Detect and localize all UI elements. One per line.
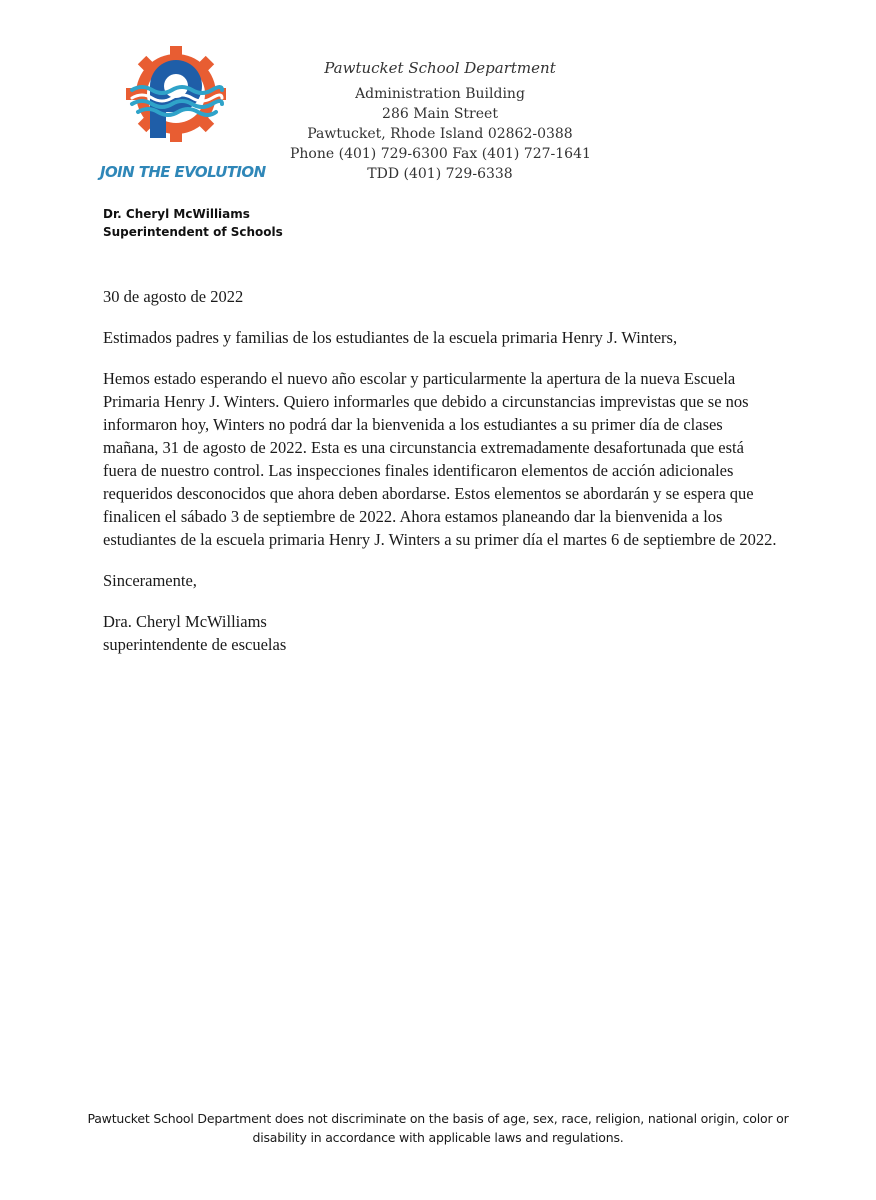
school-department-logo [126, 46, 226, 142]
signature-name: Dra. Cheryl McWilliams [103, 612, 267, 631]
letter-date: 30 de agosto de 2022 [103, 287, 244, 306]
letterhead-address [290, 58, 590, 184]
city-state-zip: Pawtucket, Rhode Island 02862-0388 [307, 126, 573, 142]
superintendent-name: Dr. Cheryl McWilliams [103, 207, 250, 221]
letter-content [103, 285, 779, 674]
organization-name: Pawtucket School Department [324, 59, 556, 77]
non-discrimination-notice: Pawtucket School Department does not discriminate on the basis of age, sex, race, religion, national origin, color or disability in accordance with applicable laws and regulations. [87, 1111, 789, 1145]
phone-fax: Phone (401) 729-6300 Fax (401) 727-1641 [290, 146, 591, 162]
tdd-number: TDD (401) 729-6338 [367, 166, 513, 182]
signature-block [103, 610, 779, 656]
logo-tagline: JOIN THE EVOLUTION [100, 163, 266, 181]
signature-title: superintendente de escuelas [103, 635, 287, 654]
street-address: 286 Main Street [382, 106, 498, 122]
letter-greeting: Estimados padres y familias de los estudiantes de la escuela primaria Henry J. Winters, [103, 328, 678, 347]
superintendent-block [103, 205, 283, 241]
building-name: Administration Building [355, 86, 525, 102]
superintendent-title: Superintendent of Schools [103, 225, 283, 239]
letter-closing: Sinceramente, [103, 571, 197, 590]
letter-body: Hemos estado esperando el nuevo año escolar y particularmente la apertura de la nueva Escuela Primaria Henry J. Winters. Quiero informarles que debido a circunstancias imprevistas que se nos informaron hoy, Winters no podrá dar la bienvenida a los estudiantes a su primer día de clases mañana, 31 de agosto de 2022. Esta es una circunstancia extremadamente desafortunada que está fuera de nuestro control. Las inspecciones finales identificaron elementos de acción adicionales requeridos desconocidos que ahora deben abordarse. Estos elementos se abordarán y se espera que finalicen el sábado 3 de septiembre de 2022. Ahora estamos planeando dar la bienvenida a los estudiantes de la escuela primaria Henry J. Winters a su primer día el martes 6 de septiembre de 2022. [103, 369, 777, 549]
